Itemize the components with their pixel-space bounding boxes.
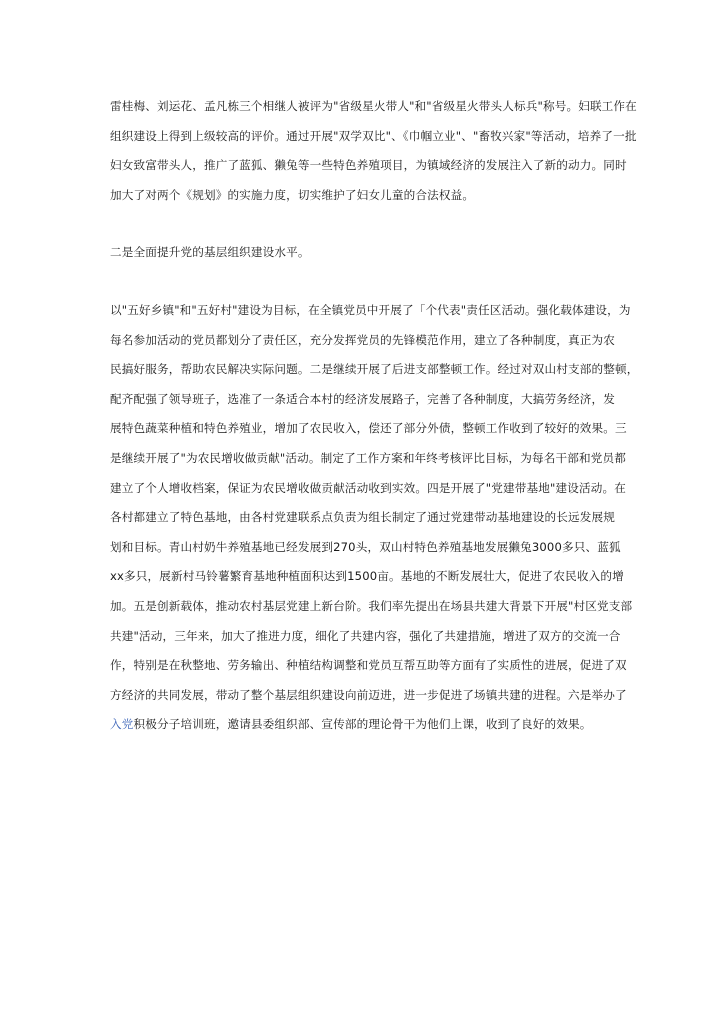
paragraph-2	[110, 296, 639, 740]
text-line: 共建"活动，三年来，加大了推进力度，细化了共建内容，强化了共建措施，增进了双方的交流一合	[110, 628, 621, 643]
text-line: 每名参加活动的党员都划分了责任区，充分发挥党员的先锋模范作用，建立了各种制度，真正为农	[110, 332, 615, 347]
inline-link-rudang[interactable]: 入党	[110, 717, 134, 732]
text-line: 组织建设上得到上级较高的评价。通过开展"双学双比"、《巾帼立业"、"畜牧兴家"等活动，培养了一批	[110, 128, 637, 143]
document-page	[110, 92, 639, 740]
paragraph-1	[110, 92, 637, 210]
text-line: xx多只，展新村马铃薯繁育基地种植面积达到1500亩。基地的不断发展壮大，促进了农民收入的增	[110, 569, 624, 584]
text-line: 妇女致富带头人，推广了蓝狐、獭兔等一些特色养殖项目，为镇域经济的发展注入了新的动力。同时	[110, 158, 627, 173]
text-line: 配齐配强了领导班子，选准了一条适合本村的经济发展路子，完善了各种制度，大搞劳务经济，发	[110, 391, 615, 406]
text-line: 方经济的共同发展，带动了整个基层组织建设向前迈进，进一步促进了场镇共建的进程。六是举办了	[110, 687, 627, 702]
text-line: 划和目标。青山村奶牛养殖基地已经发展到270头，双山村特色养殖基地发展獭兔3000多只、蓝狐	[110, 539, 621, 554]
text-line: 雷桂梅、刘运花、孟凡栋三个相继人被评为"省级星火带人"和"省级星火带头人标兵"称号。妇联工作在	[110, 99, 637, 113]
text-line: 是继续开展了"为农民增收做贡献"活动。制定了工作方案和年终考核评比目标，为每名干部和党员都	[110, 450, 626, 465]
text-line: 建立了个人增收档案，保证为农民增收做贡献活动收到实效。四是开展了"党建带基地"建设活动。在	[110, 480, 626, 495]
text-line-last	[110, 710, 624, 740]
paragraph-gap	[110, 268, 624, 296]
paragraph-gap	[110, 210, 624, 238]
text-line: 各村都建立了特色基地，由各村党建联系点负责为组长制定了通过党建带动基地建设的长远发展规	[110, 510, 615, 525]
text-line: 展特色蔬菜种植和特色养殖业，增加了农民收入，偿还了部分外债，整顿工作收到了较好的效果。三	[110, 421, 627, 436]
heading-text: 二是全面提升党的基层组织建设水平。	[110, 245, 310, 260]
text-line: 加。五是创新载体，推动农村基层党建上新台阶。我们率先提出在场县共建大背景下开展"村区党支部	[110, 598, 633, 613]
text-line: 以"五好乡镇"和"五好村"建设为目标，在全镇党员中开展了「个代表"责任区活动。强化载体建设，为	[110, 302, 631, 317]
text-line: 民搞好服务，帮助农民解决实际问题。二是继续开展了后进支部整顿工作。经过对双山村支部的整顿，	[110, 362, 639, 377]
text-line: 作，特别是在秋整地、劳务输出、种植结构调整和党员互帮互助等方面有了实质性的进展，促进了双	[110, 658, 627, 673]
text-line-rest: 积极分子培训班，邀请县委组织部、宣传部的理论骨干为他们上课，收到了良好的效果。	[133, 717, 592, 732]
text-line: 加大了对两个《规划》的实施力度，切实维护了妇女儿童的合法权益。	[110, 187, 475, 202]
section-heading	[110, 238, 624, 268]
